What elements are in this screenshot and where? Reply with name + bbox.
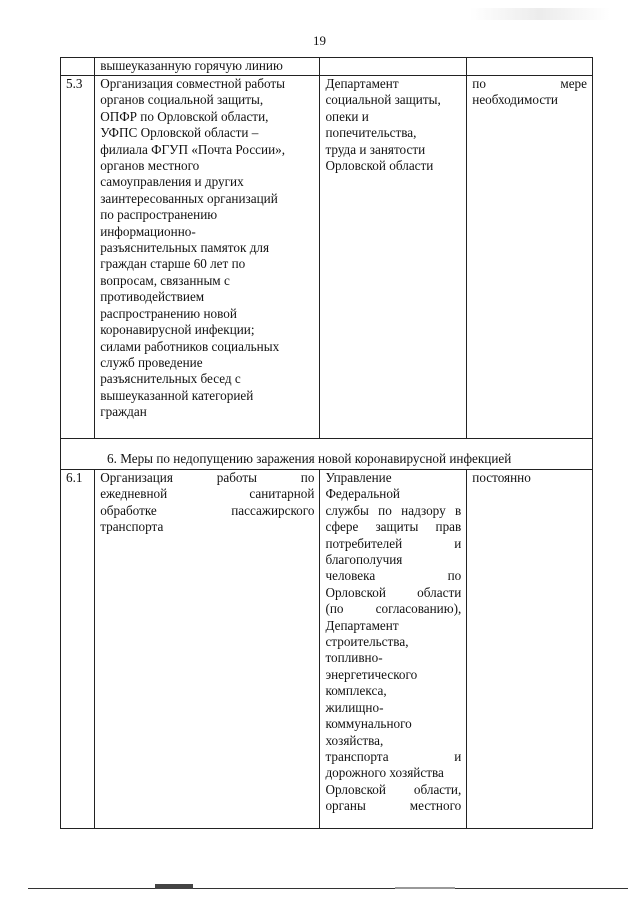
text-line: Организация работы по — [100, 470, 315, 485]
text-line: обработке пассажирского — [100, 502, 315, 518]
text-line: разъяснительных памяток для — [100, 240, 270, 256]
text-line: филиала ФГУП «Почта России», — [100, 141, 286, 157]
text-line: строительства, — [325, 634, 409, 650]
row-number-cell — [61, 76, 95, 439]
text-line: службы по надзору в — [325, 502, 462, 518]
term-cell — [467, 58, 593, 76]
text-line: ежедневной санитарной — [100, 486, 315, 502]
text-line: Орловской области — [325, 584, 462, 600]
text-line: коммунального — [325, 716, 412, 732]
text-line: противодействием — [100, 289, 205, 305]
text-line: граждан — [100, 404, 147, 420]
text-line: жилищно- — [325, 699, 384, 715]
text-line: Департамент — [325, 76, 399, 91]
page-number: 19 — [313, 33, 326, 48]
section-title: 6. Меры по недопущению заражения новой коронавирусной инфекцией — [107, 450, 512, 466]
text-line: органов местного — [100, 158, 200, 174]
text-line: Организация совместной работы — [100, 76, 286, 91]
section-heading-cell — [61, 439, 593, 470]
footer-rule — [28, 888, 628, 889]
measures-table — [60, 57, 593, 829]
term-cell — [467, 470, 593, 829]
text-line: распространению новой — [100, 305, 237, 321]
text-line: Орловской области, — [325, 781, 462, 797]
text-line: энергетического — [325, 666, 418, 682]
responsible-cell — [320, 470, 467, 829]
text-line: информационно- — [100, 223, 196, 239]
text-line: Федеральной — [325, 486, 400, 502]
text-line: разъяснительных бесед с — [100, 371, 241, 387]
scan-artifact — [470, 8, 610, 20]
task-text: вышеуказанную горячую линию — [100, 58, 283, 73]
text-line: УФПС Орловской области – — [100, 125, 259, 141]
text-line: дорожного хозяйства — [325, 765, 444, 781]
term-text: постоянно — [472, 470, 531, 485]
text-line: ОПФР по Орловской области, — [100, 108, 269, 124]
row-number: 5.3 — [66, 76, 83, 91]
text-line: вопросам, связанным с — [100, 272, 230, 288]
text-line: человека по — [325, 568, 462, 584]
text-line: благополучия — [325, 552, 403, 568]
text-line: органы местного — [325, 798, 462, 814]
row-number: 6.1 — [66, 470, 83, 485]
text-line: необходимости — [472, 92, 558, 108]
term-cell — [467, 76, 593, 439]
text-line: транспорта и — [325, 748, 462, 764]
text-line: граждан старше 60 лет по — [100, 256, 246, 272]
table-row — [61, 439, 593, 470]
task-cell — [95, 470, 320, 829]
task-cell — [95, 76, 320, 439]
text-line: коронавирусной инфекции; — [100, 322, 255, 338]
text-line: самоуправления и других — [100, 174, 244, 190]
responsible-cell — [320, 76, 467, 439]
table-row — [61, 76, 593, 439]
text-line: потребителей и — [325, 535, 462, 551]
text-line: по мере — [472, 76, 587, 91]
responsible-cell — [320, 58, 467, 76]
text-line: Департамент — [325, 617, 399, 633]
text-line: органов социальной защиты, — [100, 92, 264, 108]
text-line: силами работников социальных — [100, 338, 280, 354]
table-row — [61, 58, 593, 76]
scan-mark — [155, 884, 193, 889]
text-line: по распространению — [100, 207, 218, 223]
text-line: вышеуказанной категорией — [100, 387, 254, 403]
text-line: попечительства, — [325, 125, 417, 141]
text-line: транспорта — [100, 519, 164, 535]
text-line: (по согласованию), — [325, 601, 462, 617]
text-line: заинтересованных организаций — [100, 190, 278, 206]
text-line: топливно- — [325, 650, 383, 666]
text-line: опеки и — [325, 108, 369, 124]
text-line: Управление — [325, 470, 392, 485]
table-row — [61, 470, 593, 829]
scan-mark — [395, 887, 455, 889]
text-line: хозяйства, — [325, 732, 384, 748]
text-line: служб проведение — [100, 354, 203, 370]
row-number-cell — [61, 58, 95, 76]
text-line: Орловской области — [325, 158, 434, 174]
text-line: комплекса, — [325, 683, 387, 699]
text-line: труда и занятости — [325, 141, 426, 157]
text-line: сфере защиты прав — [325, 519, 462, 535]
task-cell — [95, 58, 320, 76]
row-number-cell — [61, 470, 95, 829]
text-line: социальной защиты, — [325, 92, 441, 108]
